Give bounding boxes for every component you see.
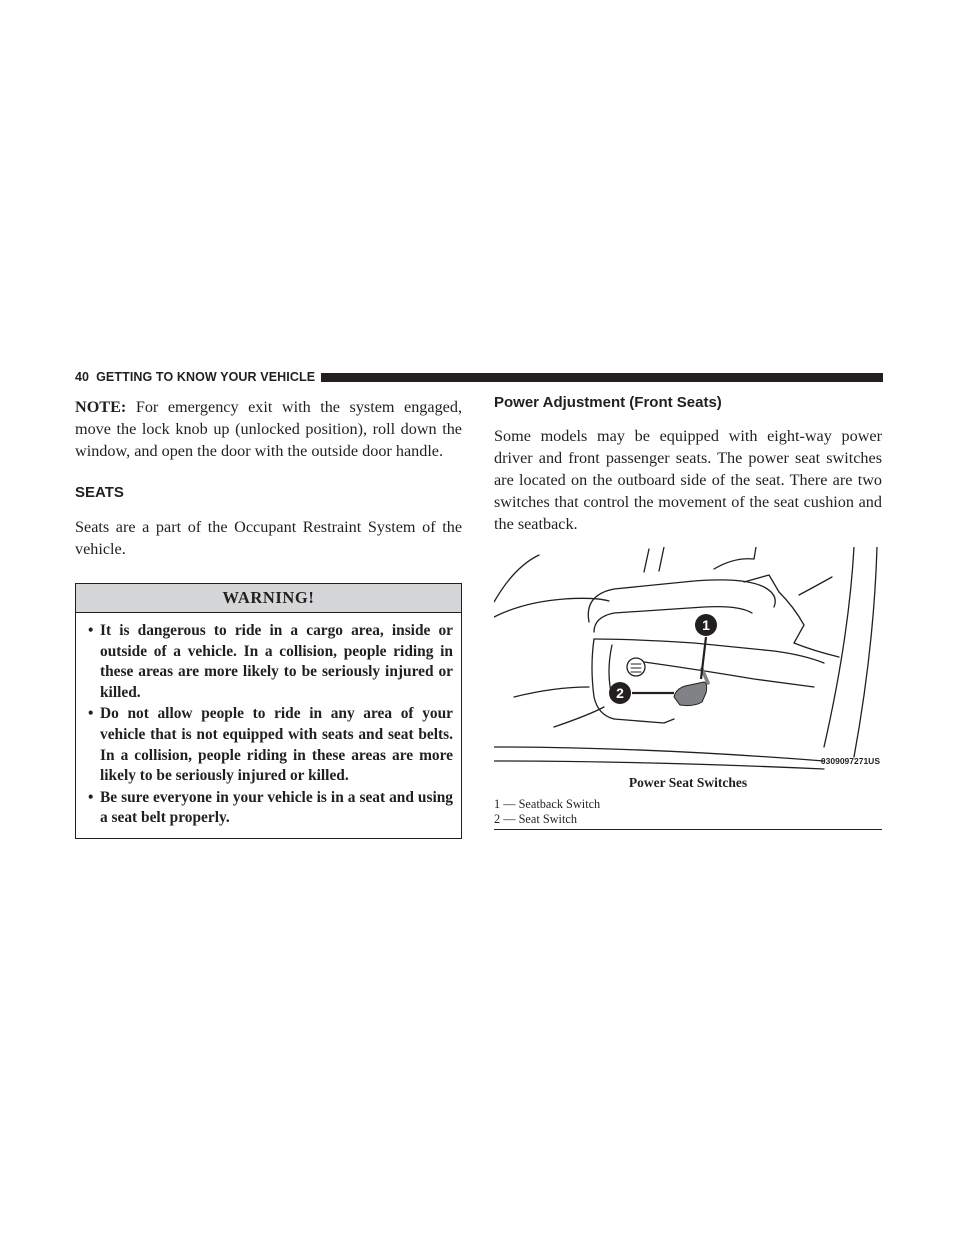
note-label: NOTE:: [75, 398, 127, 416]
seat-illustration: [494, 547, 882, 773]
legend-item: 2 — Seat Switch: [494, 812, 577, 826]
section-title: GETTING TO KNOW YOUR VEHICLE: [96, 370, 316, 384]
warning-item-text: Do not allow people to ride in any area of your vehicle that is not equipped with seats and seat belts. In a collision, people riding in these areas are more likely to be seriously injured or killed.: [100, 705, 453, 785]
warning-item: [88, 704, 453, 786]
warning-item: [88, 788, 453, 829]
figure-code: 0309097271US: [820, 756, 880, 766]
seats-paragraph: Seats are a part of the Occupant Restraint System of the vehicle.: [75, 518, 462, 558]
callout-1: 1: [702, 617, 710, 633]
warning-item-text: Be sure everyone in your vehicle is in a seat and using a seat belt properly.: [100, 788, 453, 827]
warning-box: [75, 583, 462, 839]
seats-heading: SEATS: [75, 484, 124, 501]
header-text: [75, 370, 315, 384]
power-adjustment-heading: Power Adjustment (Front Seats): [494, 394, 722, 411]
note-paragraph: [75, 396, 462, 462]
callout-2: 2: [616, 685, 624, 701]
power-adjustment-paragraph: Some models may be equipped with eight-way power driver and front passenger seats. The power seat switches are located on the outboard side of the seat. There are two switches that control the movement of the seat cushion and the seatback.: [494, 427, 882, 533]
header-rule: [321, 373, 883, 382]
left-column: [75, 396, 462, 839]
warning-item-text: It is dangerous to ride in a cargo area, inside or outside of a vehicle. In a collision, people riding in these areas are more likely to be seriously injured or killed.: [100, 622, 453, 701]
warning-list: [76, 613, 461, 838]
bullet-icon: •: [88, 705, 94, 723]
right-column: [494, 394, 882, 830]
legend-item: 1 — Seatback Switch: [494, 797, 601, 811]
warning-item: [88, 621, 453, 703]
figure-caption: Power Seat Switches: [628, 775, 748, 790]
page-number: 40: [75, 370, 90, 384]
power-seat-figure: [494, 547, 882, 773]
figure-legend: [494, 797, 882, 830]
page-header: [75, 370, 883, 384]
warning-title: WARNING!: [76, 584, 461, 613]
bullet-icon: •: [88, 788, 94, 806]
bullet-icon: •: [88, 622, 94, 639]
note-text: For emergency exit with the system engaged, move the lock knob up (unlocked position), roll down the window, and open the door with the outside door handle.: [75, 398, 463, 460]
